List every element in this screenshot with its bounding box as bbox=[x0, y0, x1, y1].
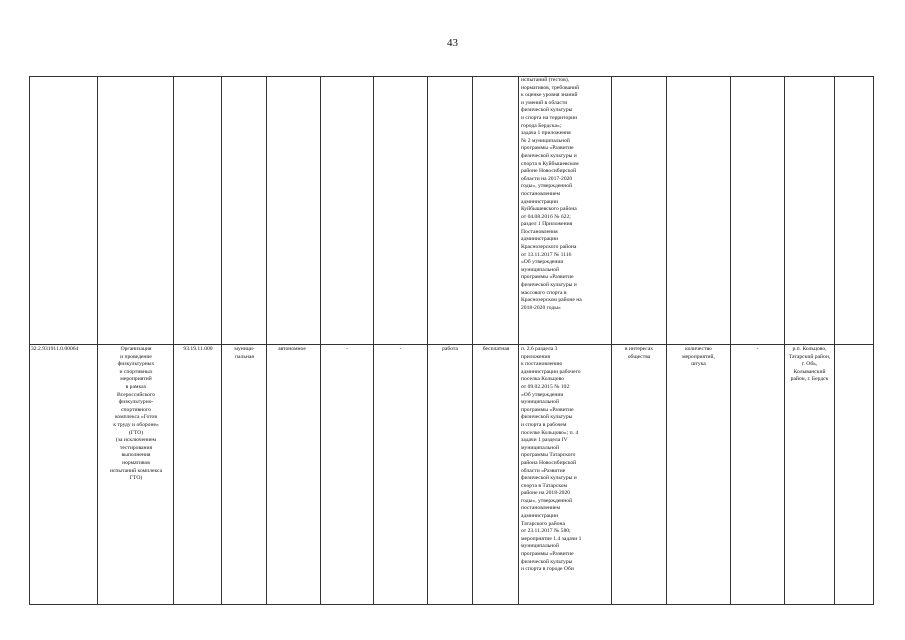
empty-dash-cell: - bbox=[346, 346, 348, 352]
work-kind-cell: работа bbox=[442, 346, 458, 352]
territory-cell: р.п. Кольцово, Татарский район, г. Обь, Колыванский район, г. Бердск bbox=[788, 346, 831, 383]
column-border bbox=[173, 76, 174, 605]
column-border bbox=[221, 76, 222, 605]
column-border bbox=[518, 76, 519, 605]
column-border bbox=[666, 76, 667, 605]
registry-code-cell: 32.2.931911.0.00064 bbox=[31, 346, 79, 352]
column-border bbox=[373, 76, 374, 605]
column-border bbox=[730, 76, 731, 605]
column-border bbox=[320, 76, 321, 605]
column-border bbox=[472, 76, 473, 605]
table-bottom-border bbox=[29, 604, 874, 605]
services-table bbox=[29, 76, 874, 605]
okved-code-cell: 93.19.11.000 bbox=[183, 346, 213, 352]
institution-type-cell: автономное bbox=[278, 346, 306, 352]
column-border bbox=[873, 76, 874, 605]
column-border bbox=[834, 76, 835, 605]
consumers-cell: в интересах общества bbox=[624, 346, 654, 360]
fee-type-cell: бесплатная bbox=[482, 346, 510, 352]
legal-basis-cell: п. 2.6 раздела 3 приложения к постановлению администрации рабочего поселка Кольцово от 09.02.2015 № 102 «Об утверждении муниципальной программы «Развитие физической культуры и спорта в рабочем поселке Кольцово»; п. 4 задачи 1 раздела IV муниципальной программы Татарского района Новосибирской области «Развитие физической культуры и спорта в Татарском районе на 2018-2020 годы», утвержденной постановлением администрации Татарского района от 23.11.2017 № 580; мероприятие 1.4 задачи 1 муниципальной программы «Развитие физической культуры и спорта в городе Оби bbox=[521, 346, 582, 573]
level-cell: муници- пальная bbox=[234, 346, 255, 360]
column-border bbox=[97, 76, 98, 605]
indicator-cell: количество мероприятий, штука bbox=[682, 346, 715, 368]
legal-basis-cell: испытаний (тестов), нормативов, требований к оценке уровня знаний и умений в области физической культуры и спорта на территории города Бердска»; задача 1 приложения № 2 муниципальной программы «Развитие физической культуры и спорта в Куйбышевском районе Новосибирской области на 2017-2020 годы», утвержденной постановлением администрации Куйбышевского района от 04.08.2016 № 622; раздел 1 Приложения Постановления администрации Краснозерского района от 13.11.2017 № 1116 «Об утверждении муниципальной программы «Развитие физической культуры и массового спорта в Краснозерском районе на 2018-2020 годы» bbox=[521, 77, 582, 311]
empty-dash-cell: - bbox=[756, 346, 759, 352]
empty-dash-cell: - bbox=[399, 346, 402, 352]
column-border bbox=[784, 76, 785, 605]
column-border bbox=[266, 76, 267, 605]
page-number: 43 bbox=[447, 37, 458, 49]
service-name-cell: Организация и проведение физкультурных и спортивных мероприятий в рамках Всероссийского физкультурно- спортивного комплекса «Готов к труду и обороне» (ГТО) (за исключением тестирования выполнения нормативов испытаний комплекса ГТО) bbox=[109, 346, 163, 482]
column-border bbox=[427, 76, 428, 605]
column-border bbox=[29, 76, 30, 605]
row-separator bbox=[29, 344, 874, 345]
table-top-border bbox=[29, 76, 874, 77]
